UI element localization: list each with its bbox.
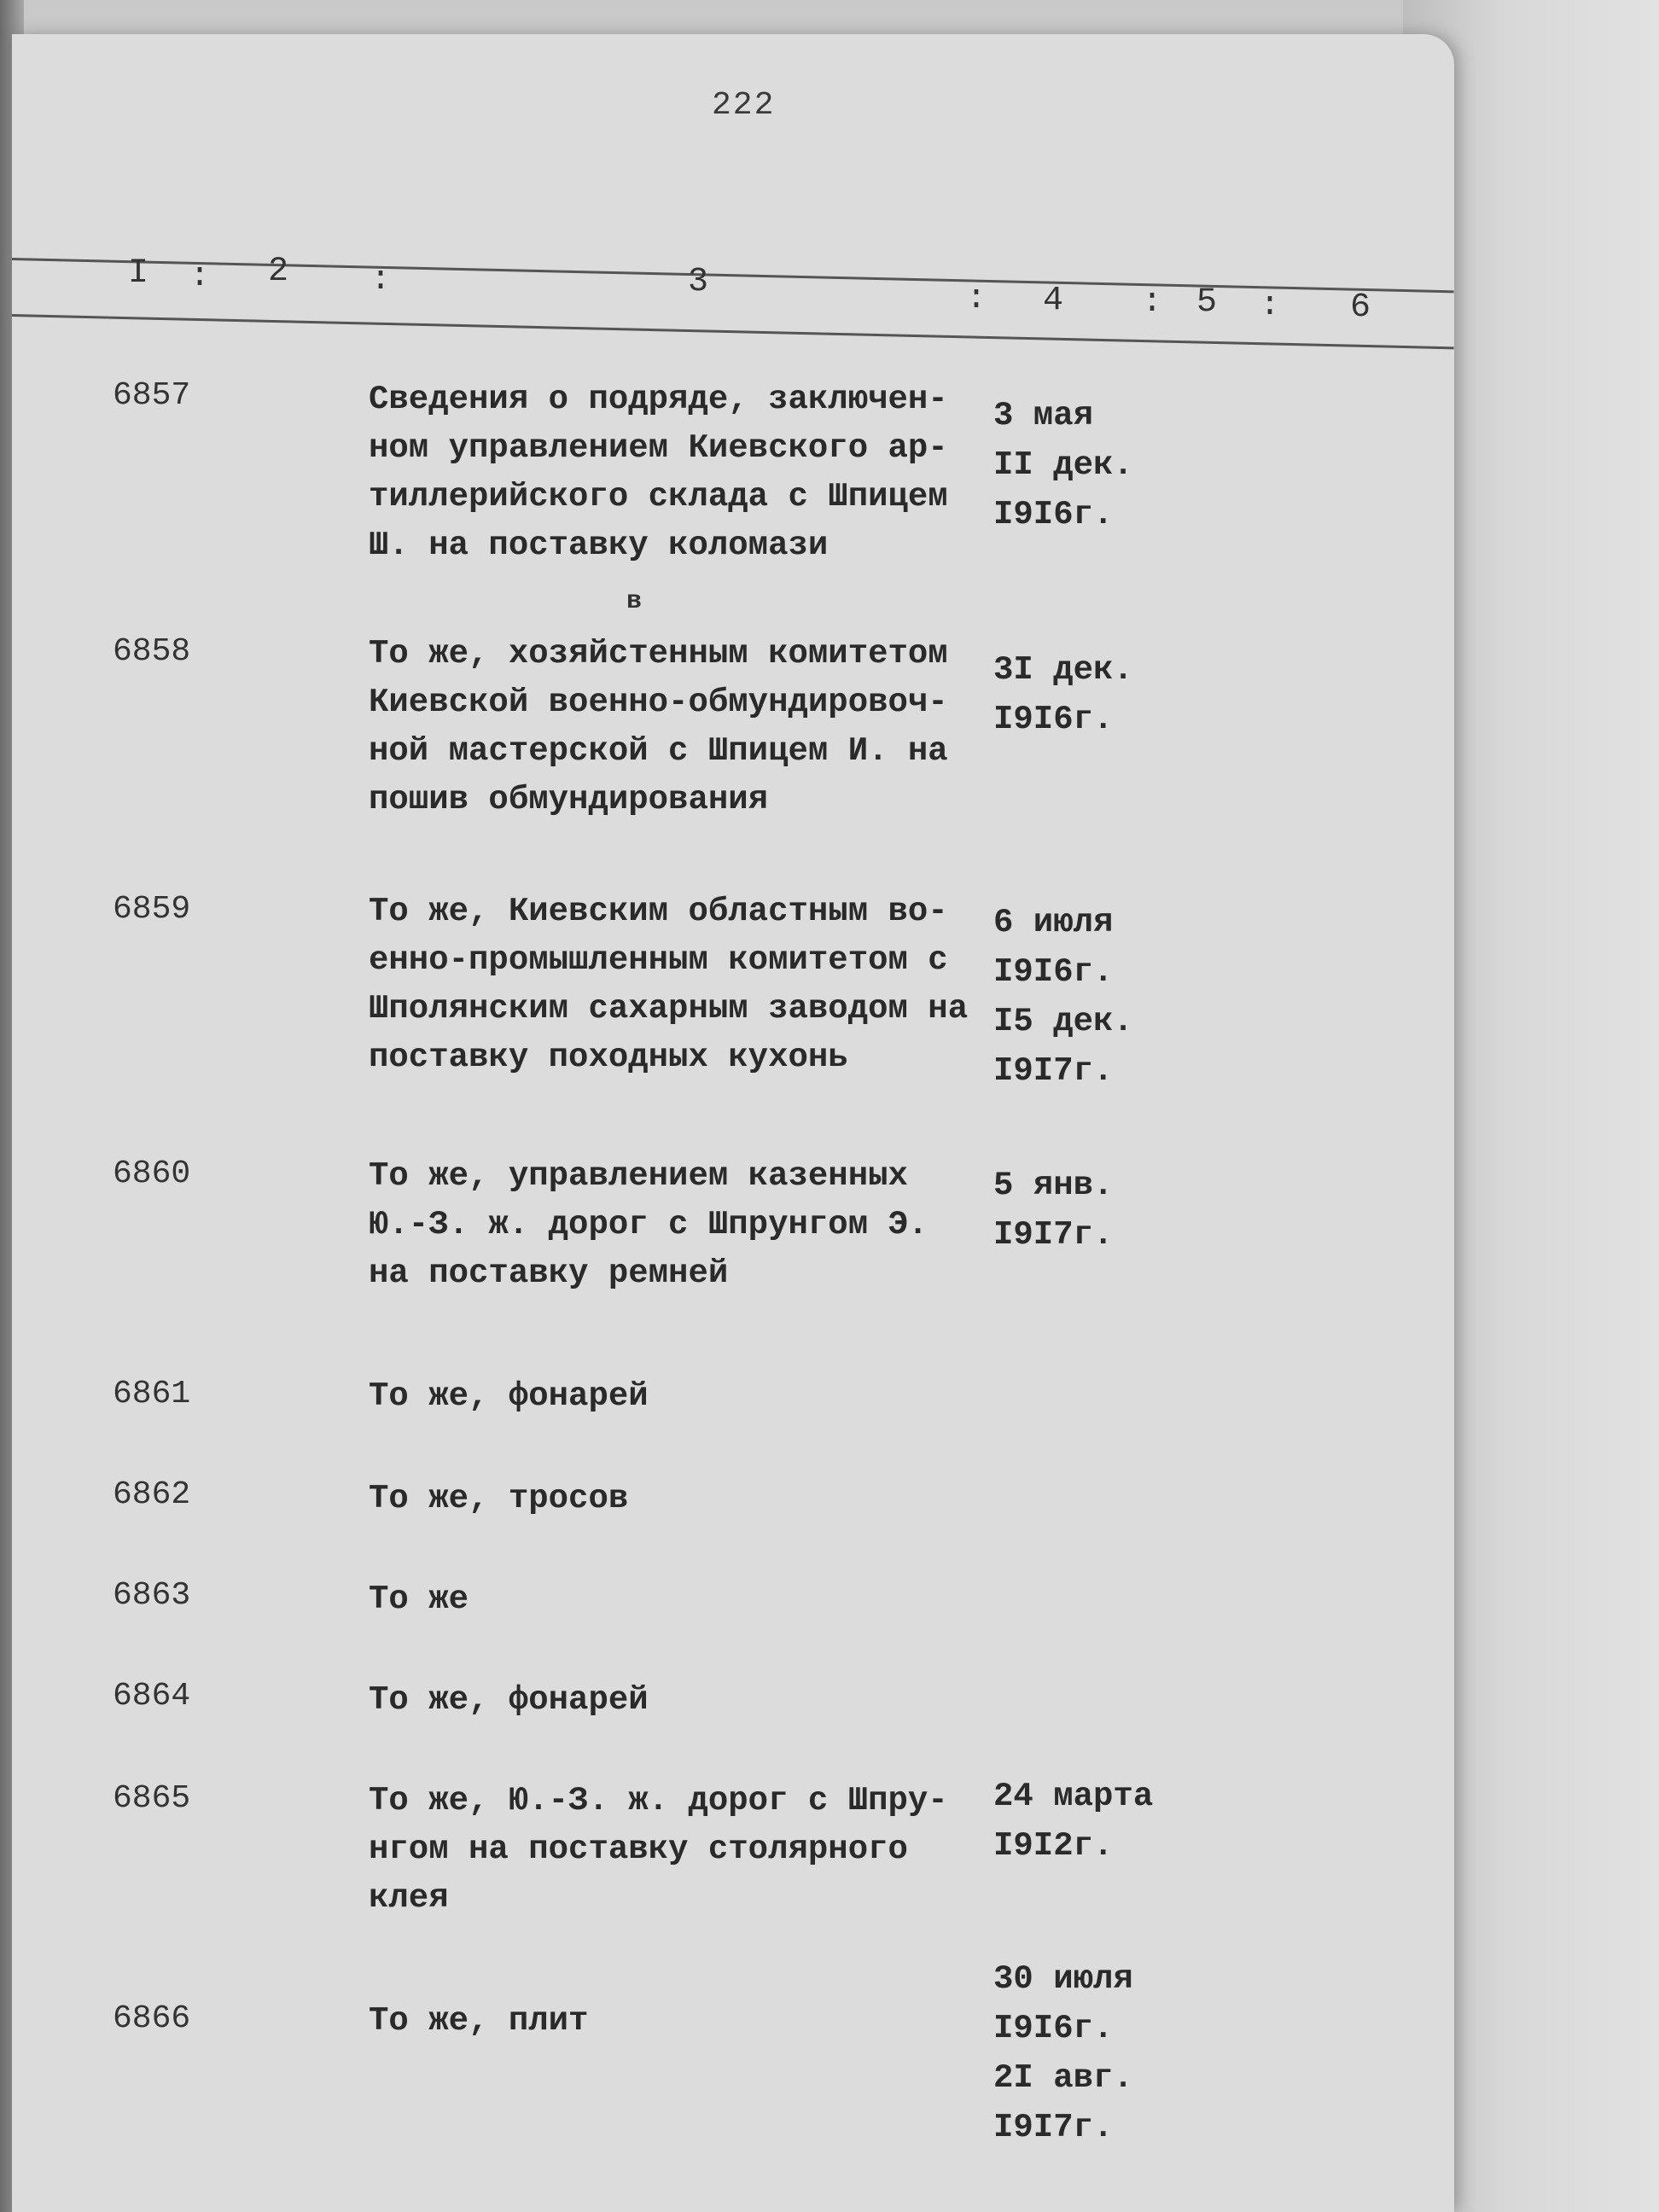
entry-description: То же	[369, 1580, 469, 1618]
entry-number: 6866	[113, 2000, 191, 2037]
entry-date: 30 июля I9I6г. 2I авг. I9I7г.	[993, 1960, 1133, 2146]
entry-description: То же, фонарей	[369, 1377, 649, 1415]
entry-description: То же, фонарей	[369, 1681, 649, 1719]
entry-date: 24 марта I9I2г.	[993, 1778, 1154, 1865]
entry-number: 6863	[113, 1577, 191, 1614]
entry-date: 6 июля I9I6г. I5 дек. I9I7г.	[993, 904, 1133, 1090]
entry-date: 5 янв. I9I7г.	[993, 1167, 1114, 1254]
document-page	[12, 34, 1454, 2212]
header-col-4: 4	[1043, 282, 1064, 320]
entry-number: 6862	[113, 1476, 191, 1513]
entry-number: 6857	[113, 377, 191, 414]
header-sep-5: :	[1260, 287, 1281, 325]
entry-date: 3I дек. I9I6г.	[993, 651, 1133, 738]
entry-description: То же, тросов	[369, 1480, 629, 1517]
entry-description: То же, плит	[369, 2002, 589, 2040]
entry-number: 6864	[113, 1678, 191, 1714]
header-col-6: 6	[1350, 288, 1371, 327]
header-sep-4: :	[1142, 283, 1163, 322]
entry-number: 6860	[113, 1155, 191, 1192]
entry-description: Сведения о подряде, заключен- ном управлением Киевского ар- тиллерийского склада с Шпицем Ш. на поставку коломази	[369, 381, 948, 564]
header-sep-2: :	[370, 261, 392, 300]
header-col-3: 3	[688, 263, 709, 301]
header-col-1: I	[128, 254, 149, 293]
insertion-mark: в	[626, 587, 643, 616]
entry-number: 6865	[113, 1780, 191, 1817]
header-col-5: 5	[1196, 283, 1218, 322]
table-header-top-rule	[12, 258, 1454, 293]
entry-description: То же, управлением казенных Ю.-З. ж. дорог с Шпрунгом Э. на поставку ремней	[369, 1157, 928, 1292]
entry-description: То же, хозяйстенным комитетом Киевской военно-обмундировоч- ной мастерской с Шпицем И. на пошив обмундирования	[369, 635, 948, 818]
entry-date: 3 мая II дек. I9I6г.	[993, 397, 1133, 533]
entry-description: То же, Киевским областным во- енно-промышленным комитетом с Шполянским сахарным заводом на поставку походных кухонь	[369, 893, 969, 1076]
entry-number: 6861	[113, 1376, 191, 1412]
entry-description: То же, Ю.-З. ж. дорог с Шпру- нгом на поставку столярного клея	[369, 1782, 948, 1917]
entry-number: 6859	[113, 891, 191, 928]
header-sep-1: :	[189, 258, 211, 296]
table-header-bottom-rule	[12, 314, 1454, 349]
header-col-2: 2	[268, 253, 289, 291]
entry-number: 6858	[113, 633, 191, 670]
page-number: 222	[712, 87, 776, 124]
header-sep-3: :	[966, 280, 987, 318]
